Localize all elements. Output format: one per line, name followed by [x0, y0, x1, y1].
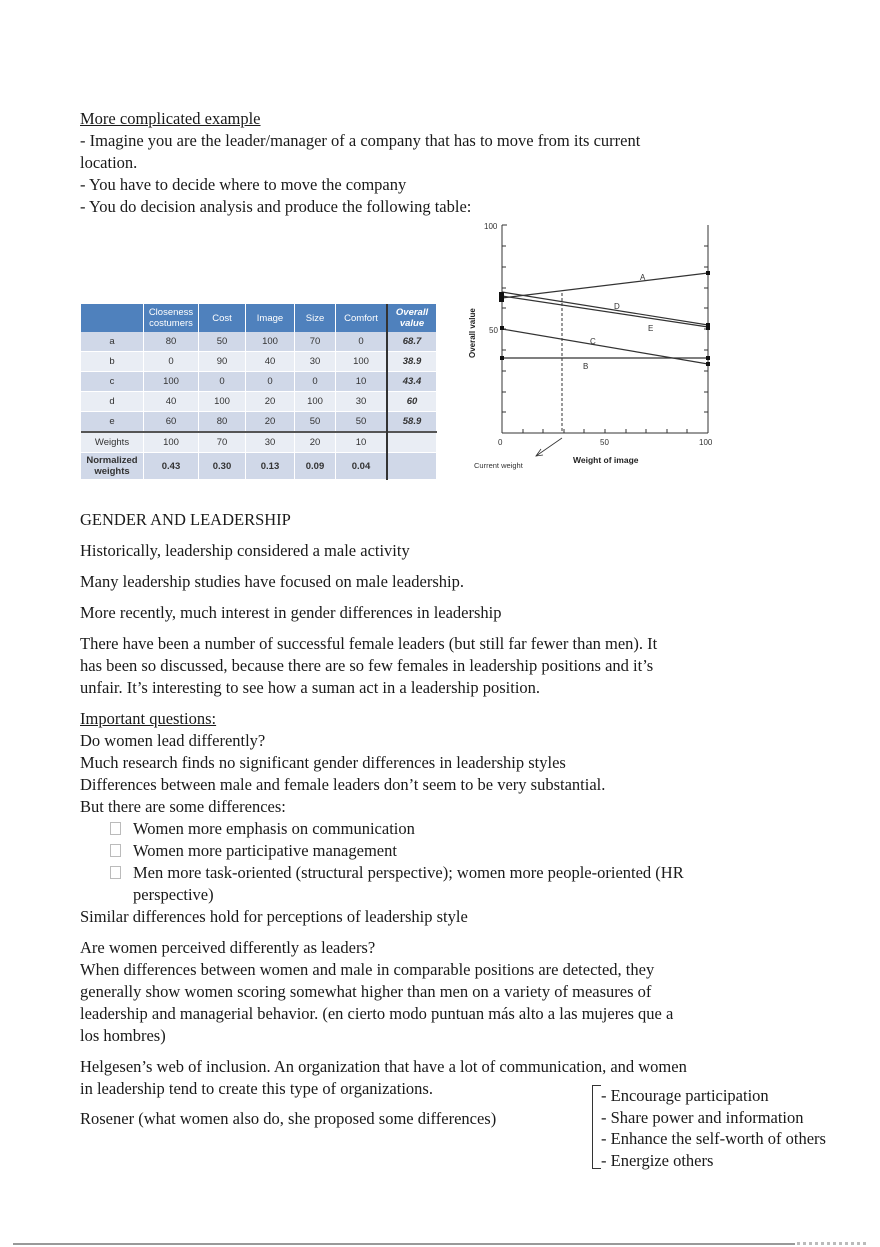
- table-cell: 0.43: [144, 453, 199, 480]
- text-line: Do women lead differently?: [80, 731, 266, 750]
- table-cell: 50: [295, 412, 336, 433]
- list-item: - Enhance the self-worth of others: [601, 1129, 826, 1148]
- text-line: - Imagine you are the leader/manager of a company that has to move from its current: [80, 131, 641, 150]
- list-item: [110, 840, 397, 862]
- row-label: Weights: [81, 432, 144, 453]
- bullet-box-icon: [110, 866, 121, 879]
- text-line: Differences between male and female leaders don’t seem to be very substantial.: [80, 775, 606, 794]
- list-item: [110, 862, 684, 884]
- y-tick-label: 100: [484, 222, 498, 231]
- current-weight-annotation: Current weight: [474, 461, 523, 470]
- text-line: Historically, leadership considered a male activity: [80, 541, 410, 560]
- row-label: Normalized weights: [81, 453, 144, 480]
- list-item: - Encourage participation: [601, 1086, 769, 1105]
- table-header-empty: [81, 304, 144, 332]
- text-line: Are women perceived differently as leaders?: [80, 938, 376, 957]
- series-label-c: C: [590, 337, 596, 346]
- current-weight-arrow-icon: [536, 438, 562, 456]
- y-tick-label: 50: [489, 326, 498, 335]
- text-line: When differences between women and male in comparable positions are detected, they: [80, 960, 655, 979]
- text-line: Similar differences hold for perceptions of leadership style: [80, 907, 468, 926]
- table-header: Cost: [199, 304, 246, 332]
- table-cell: 10: [336, 372, 388, 392]
- table-cell: 0: [246, 372, 295, 392]
- x-tick-label: 100: [699, 438, 713, 447]
- table-cell: 0.04: [336, 453, 388, 480]
- text-line: Many leadership studies have focused on male leadership.: [80, 572, 464, 591]
- text-line: More recently, much interest in gender differences in leadership: [80, 603, 502, 622]
- table-cell: 30: [295, 352, 336, 372]
- table-cell: 40: [246, 352, 295, 372]
- x-tick-label: 50: [600, 438, 609, 447]
- rosener-list: [601, 1085, 826, 1171]
- bullet-box-icon: [110, 822, 121, 835]
- list-item-text: Men more task-oriented (structural perspective); women more people-oriented (HR: [133, 863, 684, 882]
- table-header: Comfort: [336, 304, 388, 332]
- row-label: a: [81, 332, 144, 352]
- list-item: - Energize others: [601, 1150, 714, 1170]
- overall-value-cell: 68.7: [387, 332, 437, 352]
- table-cell: 30: [336, 392, 388, 412]
- table-row: [81, 412, 437, 433]
- brace-icon: [592, 1085, 601, 1169]
- list-item-text: Women more emphasis on communication: [133, 819, 415, 838]
- table-cell: 0: [336, 332, 388, 352]
- text-line: - You do decision analysis and produce the following table:: [80, 197, 472, 216]
- series-e-line: [502, 296, 708, 327]
- text-line: Much research finds no significant gender differences in leadership styles: [80, 753, 566, 772]
- table-cell: 100: [144, 372, 199, 392]
- table-header: Image: [246, 304, 295, 332]
- table-cell-empty: [387, 432, 437, 453]
- series-lines: [502, 273, 708, 364]
- table-row: [81, 392, 437, 412]
- series-label-d: D: [614, 302, 620, 311]
- text-line: location.: [80, 153, 138, 172]
- series-label-b: B: [583, 362, 589, 371]
- text-line: los hombres): [80, 1026, 166, 1045]
- sensitivity-chart: [462, 218, 742, 476]
- table-cell: 0.09: [295, 453, 336, 480]
- table-cell: 50: [336, 412, 388, 433]
- list-item-continuation: perspective): [133, 885, 214, 904]
- overall-value-cell: 38.9: [387, 352, 437, 372]
- list-item: - Share power and information: [601, 1107, 804, 1127]
- table-header: Closeness costumers: [144, 304, 199, 332]
- table-row: [81, 352, 437, 372]
- table-row: [81, 372, 437, 392]
- table-cell: 100: [295, 392, 336, 412]
- section-heading-gender: GENDER AND LEADERSHIP: [80, 510, 291, 529]
- table-cell: 0.13: [246, 453, 295, 480]
- normalized-weights-row: [81, 453, 437, 480]
- y-axis-label: Overall value: [468, 308, 477, 358]
- row-label: c: [81, 372, 144, 392]
- table-cell: 70: [199, 432, 246, 453]
- table-cell: 50: [199, 332, 246, 352]
- table-cell: 10: [336, 432, 388, 453]
- decision-table: [81, 304, 437, 480]
- text-line: has been so discussed, because there are so few females in leadership positions and it’s: [80, 656, 654, 675]
- table-cell-empty: [387, 453, 437, 480]
- table-cell: 30: [246, 432, 295, 453]
- table-cell: 20: [295, 432, 336, 453]
- text-line: There have been a number of successful female leaders (but still far fewer than men). It: [80, 634, 658, 653]
- row-label: d: [81, 392, 144, 412]
- text-line: But there are some differences:: [80, 797, 286, 816]
- table-header: Size: [295, 304, 336, 332]
- text-line: Helgesen’s web of inclusion. An organization that have a lot of communication, and women: [80, 1057, 687, 1076]
- list-item-text: Women more participative management: [133, 841, 397, 860]
- table-cell: 20: [246, 392, 295, 412]
- table-cell: 70: [295, 332, 336, 352]
- table-cell: 0: [295, 372, 336, 392]
- text-line: - You have to decide where to move the company: [80, 175, 407, 194]
- overall-value-cell: 43.4: [387, 372, 437, 392]
- table-cell: 100: [246, 332, 295, 352]
- axes: [502, 225, 708, 433]
- table-cell: 40: [144, 392, 199, 412]
- text-line: unfair. It’s interesting to see how a suman act in a leadership position.: [80, 678, 541, 697]
- row-label: e: [81, 412, 144, 433]
- x-axis-label: Weight of image: [573, 455, 639, 465]
- overall-value-cell: 58.9: [387, 412, 437, 433]
- table-cell: 100: [336, 352, 388, 372]
- series-c-line: [502, 329, 708, 364]
- table-cell: 20: [246, 412, 295, 433]
- series-d-line: [502, 292, 708, 325]
- footer-divider: [13, 1243, 795, 1245]
- table-cell: 0.30: [199, 453, 246, 480]
- list-item: [110, 818, 415, 840]
- x-tick-label: 0: [498, 438, 503, 447]
- series-label-e: E: [648, 324, 654, 333]
- series-label-a: A: [640, 273, 646, 282]
- table-cell: 100: [144, 432, 199, 453]
- table-cell: 80: [199, 412, 246, 433]
- series-a-line: [502, 273, 708, 298]
- table-cell: 0: [144, 352, 199, 372]
- weights-row: [81, 432, 437, 453]
- row-label: b: [81, 352, 144, 372]
- table-cell: 0: [199, 372, 246, 392]
- text-line: leadership and managerial behavior. (en cierto modo puntuan más alto a las mujeres que a: [80, 1004, 674, 1023]
- section-heading-questions: Important questions:: [80, 709, 217, 728]
- table-cell: 90: [199, 352, 246, 372]
- table-row: [81, 332, 437, 352]
- text-line: Rosener (what women also do, she proposed some differences): [80, 1109, 497, 1128]
- bullet-box-icon: [110, 844, 121, 857]
- table-cell: 60: [144, 412, 199, 433]
- table-cell: 80: [144, 332, 199, 352]
- section-heading-example: More complicated example: [80, 109, 261, 128]
- text-line: in leadership tend to create this type of organizations.: [80, 1079, 433, 1098]
- table-header-row: [81, 304, 437, 332]
- text-line: generally show women scoring somewhat higher than men on a variety of measures of: [80, 982, 652, 1001]
- footer-page-marker: [797, 1242, 867, 1245]
- table-cell: 100: [199, 392, 246, 412]
- table-header-overall: Overall value: [387, 304, 437, 332]
- overall-value-cell: 60: [387, 392, 437, 412]
